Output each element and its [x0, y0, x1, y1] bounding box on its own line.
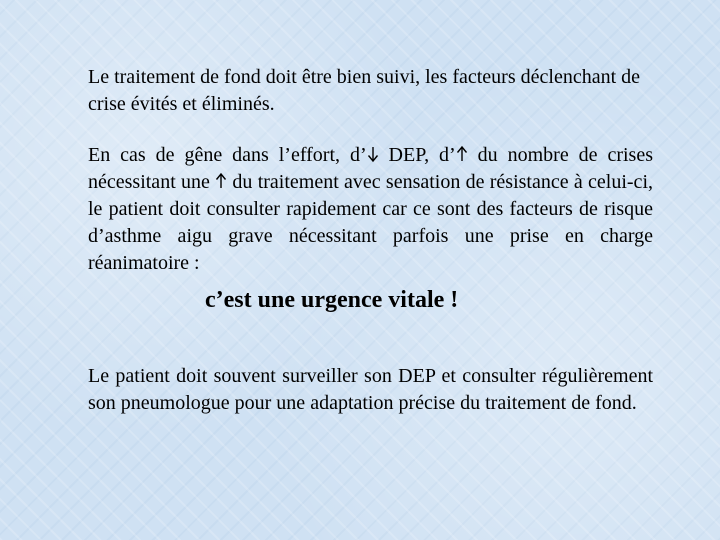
- paragraph-2-part-a: En cas de gêne dans l’effort, d’: [88, 144, 367, 166]
- paragraph-2-part-d: du traitement avec sensation de résistance à celui-ci, le patient doit consulter rapidement car ce sont des facteurs de risque d’asthme aigu grave nécessitant parfois une prise en charge réanimatoire :: [88, 171, 653, 274]
- arrow-up-icon: [215, 172, 227, 190]
- paragraph-monitoring-advice: Le patient doit souvent surveiller son DEP et consulter régulièrement son pneumologue pour une adaptation précise du traitement de fond.: [88, 365, 653, 414]
- vital-emergency-callout: c’est une urgence vitale !: [205, 287, 459, 313]
- arrow-up-icon: [456, 145, 468, 163]
- paragraph-2-part-b: DEP, d’: [378, 144, 456, 166]
- arrow-down-icon: [367, 145, 379, 163]
- slide-content: [88, 64, 653, 417]
- paragraph-treatment-follow-up: Le traitement de fond doit être bien suivi, les facteurs déclenchant de crise évités et éliminés.: [88, 66, 641, 115]
- paragraph-warning-signs: [88, 142, 653, 277]
- paragraph-2-part-c: du nombre de crises nécessitant une: [88, 144, 653, 193]
